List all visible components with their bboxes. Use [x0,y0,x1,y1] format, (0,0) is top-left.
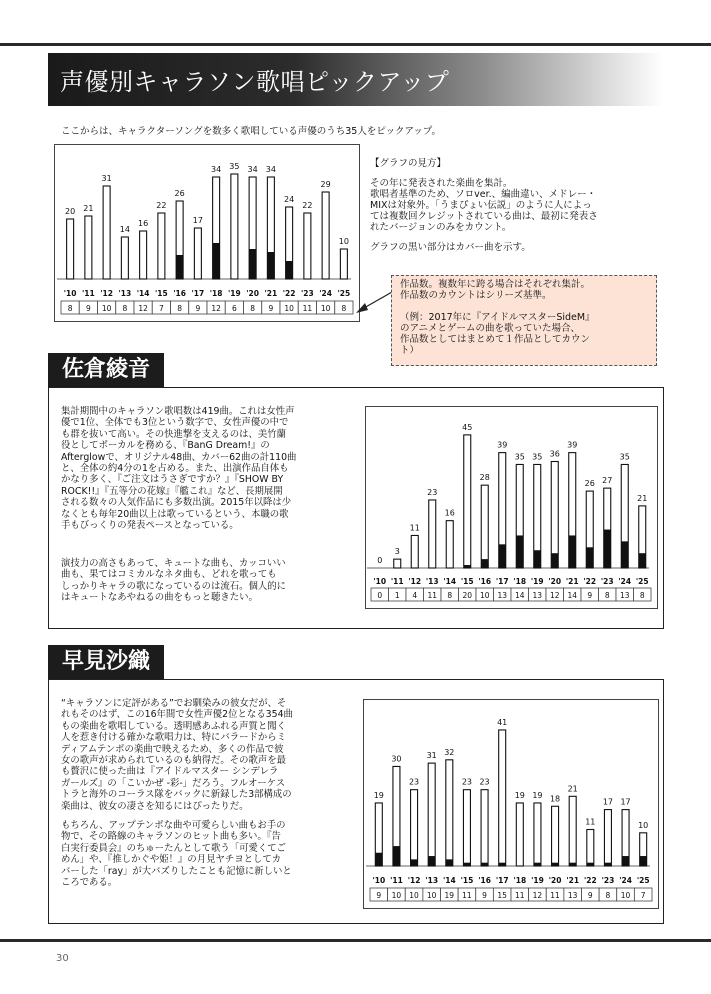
category-label: '15 [155,289,168,298]
page-title: 声優別キャラソン歌唱ピックアップ [60,68,450,96]
works-count-label: 11 [462,891,472,900]
bar-value-label: 34 [211,165,222,174]
works-count-label: 8 [122,304,128,313]
category-label: '14 [443,577,457,586]
category-label: '16 [173,289,186,298]
category-label: '10 [372,876,386,885]
works-count-label: 10 [620,891,631,900]
note-line: （例：2017年に『アイドルマスターSideM』 [400,312,595,323]
text-line: も贅沢に使った曲は『アイドルマスター シンデレラ [61,766,279,778]
bar-total-'13 [428,763,435,866]
category-label: '22 [282,289,296,298]
category-label: '17 [495,577,509,586]
bar-cover-'18 [516,535,523,568]
category-label: '16 [478,577,492,586]
works-count-label: 1 [394,591,400,600]
category-label: '17 [191,289,205,298]
hayami-chart-box [363,699,659,909]
section-name: 佐倉綾音 [62,357,151,382]
text-line: 物で、その路線のキャラソンのヒット曲も多い。『告 [61,831,281,843]
bar-value-label: 18 [549,794,561,804]
text-line: 演技力の高さもあって、キュートな曲も、カッコいい [61,558,286,569]
legend-heading: 【グラフの見方】 [370,158,447,169]
legend-line: その年に発表された楽曲を集計。 [370,178,513,189]
works-count-label: 20 [462,591,473,600]
text-line: 役としてボーカルを務める、『BanG Dream!』の [61,440,270,452]
category-label: '21 [565,577,579,586]
bar-value-label: 34 [247,165,258,174]
works-count-label: 8 [177,304,183,313]
bar-total-'11 [394,559,401,568]
sakura-paragraph-1 [61,406,361,531]
bar-value-label: 21 [83,204,94,213]
sakura-paragraph-2 [61,558,361,604]
hayami-paragraph-2 [61,820,361,888]
text-line: しっかりキャラの歌になっているのは流石。個人的に [61,580,287,592]
section-name: 早見沙織 [62,649,151,674]
works-count-label: 10 [426,891,437,900]
bar-value-label: 35 [514,452,525,462]
bar-value-label: 23 [408,777,420,787]
bar-total-'12 [103,186,110,279]
text-line: される数々の人気作品にも多数出演。2015年以降は少 [61,497,292,509]
bar-value-label: 17 [192,216,203,225]
bar-total-'15 [463,790,470,866]
text-line: 曲も、果てはコミカルなネタ曲も、どれを歌っても [61,569,277,581]
bar-value-label: 22 [302,201,313,210]
category-label: '18 [513,577,527,586]
works-count-label: 10 [391,891,402,900]
top-rule [0,43,711,46]
note-arrow [352,288,394,318]
works-count-label: 14 [514,591,525,600]
bar-cover-'23 [604,530,611,568]
bar-total-'13 [121,237,128,279]
note-line: のアニメとゲームの曲を歌っていた場合、 [400,323,581,334]
bar-cover-'23 [604,863,611,866]
bar-cover-'21 [569,535,576,568]
bar-cover-'21 [569,863,576,866]
note-line: ト） [400,345,420,356]
works-count-label: 9 [376,891,382,900]
text-line: 女の歌声が求められているのも納得だ。その歌声を最 [61,755,287,767]
category-label: '19 [228,289,241,298]
bar-value-label: 27 [602,476,613,486]
bar-cover-'13 [428,856,435,866]
page-title-banner [48,53,663,106]
bar-cover-'16 [176,255,183,279]
text-line: バーした「ray」が大バズりしたことも記憶に新しいと [61,865,292,877]
bar-total-'13 [429,500,436,568]
bar-value-label: 23 [427,487,438,497]
text-line: ROCK!!』『五等分の花嫁』『艦これ』など、長期展開 [61,485,283,497]
bar-value-label: 31 [426,751,437,761]
works-count-label: 8 [250,304,256,313]
works-count-label: 8 [605,891,611,900]
category-label: '25 [635,577,649,586]
text-line: かなり多く、『ご注文はうさぎですか？』『SHOW BY [61,474,284,486]
bar-value-label: 17 [602,797,614,807]
works-count-note [391,275,657,366]
category-label: '13 [425,577,439,586]
works-count-label: 9 [195,304,201,313]
works-count-label: 8 [604,591,610,600]
bar-total-'18 [516,803,523,866]
bar-total-'12 [411,535,418,568]
category-label: '24 [319,289,332,298]
category-label: '10 [63,289,77,298]
works-count-label: 14 [567,591,578,600]
note-line: 作品数のカウントはシリーズ基準。 [400,290,552,301]
category-label: '14 [442,876,456,885]
bar-value-label: 32 [444,747,455,757]
bar-total-'19 [534,803,541,866]
category-label: '12 [100,289,113,298]
bar-value-label: 26 [174,189,185,198]
bar-value-label: 19 [532,790,543,800]
category-label: '11 [390,577,404,586]
works-count-label: 9 [268,304,274,313]
bar-total-'11 [85,216,92,279]
bar-total-'19 [231,174,238,279]
works-count-label: 8 [639,591,645,600]
bar-cover-'22 [286,261,293,279]
bar-cover-'10 [375,853,382,866]
works-count-label: 10 [409,891,419,900]
bar-total-'22 [587,830,594,867]
works-count-label: 12 [532,891,543,900]
category-label: '22 [583,577,597,586]
works-count-label: 12 [211,304,221,313]
bar-total-'15 [158,213,165,279]
bar-total-'21 [569,796,576,866]
bar-cover-'19 [534,550,541,568]
bar-total-'17 [194,228,201,279]
works-count-label: 19 [444,891,455,900]
bar-value-label: 36 [549,449,560,459]
works-count-label: 0 [377,591,383,600]
category-label: '23 [600,577,614,586]
bar-value-label: 20 [65,207,76,216]
bar-cover-'22 [586,547,593,568]
bar-cover-'24 [621,541,628,568]
bar-total-'12 [411,790,418,866]
works-count-label: 11 [515,891,525,900]
bar-value-label: 21 [567,784,578,794]
text-line: Afterglowで、オリジナル48曲、カバー62曲の計110曲 [61,451,297,463]
bar-total-'17 [499,730,506,866]
bar-value-label: 19 [514,790,525,800]
legend-line: 歌唱者基準のため、ソロver.、編曲違い、メドレー・ [370,189,597,200]
legend-line: MIXは対象外。「うまぴょい伝説」のように人によっ [370,200,592,211]
bar-cover-'17 [499,863,506,866]
text-line: めん」や、『推しかぐや姫！』の月見ヤチヨとしてカ [61,854,282,866]
bottom-rule [0,939,711,942]
bar-value-label: 31 [101,174,112,183]
works-count-label: 8 [341,304,347,313]
bar-value-label: 23 [461,777,473,787]
category-label: '23 [301,289,314,298]
bar-cover-'25 [640,856,647,866]
text-line: ディアムテンポの楽曲で映えるため、多くの作品で彼 [61,743,284,755]
bar-cover-'16 [481,863,488,866]
category-label: '20 [548,876,562,885]
bar-value-label: 16 [444,508,455,518]
category-label: '19 [530,577,544,586]
intro-text: ここからは、キャラクターソングを数多く歌唱している声優のうち35人をピックアップ。 [61,126,442,137]
bar-value-label: 0 [377,556,383,565]
bar-value-label: 35 [619,452,630,462]
works-count-label: 9 [482,891,487,900]
category-label: '24 [618,577,632,586]
hayami-chart [364,700,658,908]
hayami-paragraph-1 [61,698,361,812]
text-line: 人を惹き付ける確かな歌唱力は、特にバラードからミ [61,732,287,744]
bar-value-label: 34 [265,165,276,174]
text-line: 手もびっくりの発表ペースとなっている。 [61,520,239,532]
bar-cover-'20 [551,553,558,568]
bar-total-'16 [481,790,488,866]
bar-total-'20 [552,806,559,866]
text-line: と、全体の約4分の1を占める。また、出演作品自体も [61,463,289,475]
bar-total-'14 [446,760,453,866]
category-label: '25 [337,289,351,298]
text-line: もの楽曲を歌唱している。透明感あふれる声質と聞く [61,720,287,732]
works-count-label: 6 [231,304,237,313]
category-label: '17 [495,876,509,885]
works-count-label: 9 [587,891,593,900]
bar-total-'14 [446,521,453,568]
works-count-label: 11 [302,304,313,313]
bar-cover-'15 [463,863,470,866]
bar-cover-'25 [639,553,646,568]
bar-value-label: 39 [567,440,578,450]
bar-value-label: 17 [620,797,631,807]
bar-cover-'18 [213,243,220,279]
works-count-label: 9 [85,304,91,313]
bar-value-label: 29 [320,180,331,189]
category-label: '25 [636,876,650,885]
bar-total-'23 [604,810,611,866]
category-label: '12 [408,577,422,586]
bar-cover-'15 [464,565,471,568]
note-line: 作品数としてはまとめて１作品としてカウン [400,334,591,345]
category-label: '18 [513,876,527,885]
bar-cover-'21 [267,252,274,279]
text-line: れもそのはず、この16年間で女性声優2位となる354曲 [61,709,293,721]
legend-cover-note: グラフの黒い部分はカバー曲を示す。 [370,242,531,253]
works-count-label: 8 [67,304,73,313]
category-label: '20 [246,289,259,298]
legend-line: ては複数回クレジットされている曲は、最初に発表さ [370,211,598,222]
works-count-label: 10 [284,304,294,313]
works-count-label: 15 [497,891,507,900]
works-count-label: 12 [549,591,560,600]
bar-value-label: 24 [284,195,295,204]
text-line: はキュートなあやねるの曲をもっと聴きたい。 [61,592,258,604]
category-label: '11 [390,876,403,885]
legend-line: れたバージョンのみをカウント。 [370,222,512,233]
text-line: も群を抜いて高い。その快進撃を支えるのは、美竹蘭 [61,428,287,440]
bar-value-label: 23 [479,777,490,787]
works-count-label: 8 [447,591,453,600]
category-label: '19 [531,876,544,885]
bar-cover-'16 [481,559,488,568]
bar-value-label: 14 [119,225,130,234]
bar-cover-'17 [499,544,506,568]
bar-value-label: 26 [584,479,595,489]
section-tab-hayami [48,645,164,679]
bar-value-label: 10 [638,820,649,830]
text-line: 白実行委員会』のちゅーたんとして歌う「可愛くてご [61,842,287,854]
page-number: 30 [56,953,69,964]
works-count-label: 13 [567,891,578,900]
text-line: 集計期間中のキャラソン歌唱数は419曲。これは女性声 [61,406,295,417]
bar-value-label: 21 [637,493,648,503]
category-label: '14 [136,289,150,298]
bar-total-'10 [67,219,74,279]
text-line: なくとも毎年20曲以上は歌っているという、本職の歌 [61,508,289,520]
category-label: '22 [583,876,597,885]
bar-value-label: 41 [497,717,508,727]
works-count-label: 4 [412,591,418,600]
works-count-label: 11 [427,591,438,600]
bar-total-'25 [340,249,347,279]
bar-cover-'14 [446,859,453,866]
text-line: “キャラソンに定評がある”でお馴染みの彼女だが、そ [61,698,287,709]
text-line: もちろん、アップテンポな曲や可愛らしい曲もお手の [61,820,286,831]
category-label: '10 [373,577,387,586]
works-count-label: 11 [550,891,560,900]
works-count-label: 7 [640,891,646,900]
bar-cover-'24 [622,856,629,866]
bar-value-label: 3 [394,547,400,557]
category-label: '12 [407,876,421,885]
bar-value-label: 45 [462,422,473,432]
category-label: '23 [601,876,615,885]
bar-total-'14 [140,231,147,279]
bar-total-'24 [322,192,329,279]
works-count-label: 13 [532,591,543,600]
text-line: ころである。 [61,877,118,889]
category-label: '21 [264,289,278,298]
category-label: '18 [209,289,223,298]
works-count-label: 10 [101,304,112,313]
works-count-label: 10 [320,304,331,313]
category-label: '15 [460,876,474,885]
bar-cover-'19 [534,863,541,866]
sakura-chart [366,407,657,608]
bar-value-label: 10 [338,237,349,246]
bar-value-label: 35 [532,452,543,462]
bar-cover-'12 [411,859,418,866]
overall-chart-box [54,144,360,322]
category-label: '21 [566,876,580,885]
bar-cover-'20 [552,863,559,866]
text-line: 楽曲は、彼女の凄さを知るにはぴったりだ。 [61,800,249,812]
text-line: 優で1位、全体でも3位という数字で、女性声優の中で [61,417,289,429]
bar-total-'15 [464,435,471,568]
works-count-label: 13 [619,591,630,600]
category-label: '24 [619,876,632,885]
bar-total-'20 [551,462,558,569]
category-label: '20 [548,577,562,586]
note-line: 作品数。複数年に跨る場合はそれぞれ集計。 [400,279,591,290]
bar-value-label: 35 [229,162,240,171]
works-count-label: 9 [587,591,593,600]
bar-value-label: 11 [585,817,596,827]
category-label: '11 [82,289,95,298]
text-line: ガールズ』の「こいかぜ -彩-」だろう。フルオーケス [61,777,286,789]
text-line: トラと海外のコーラス隊をバックに新録した3部構成の [61,789,292,801]
overall-chart [55,145,359,321]
bar-total-'23 [304,213,311,279]
bar-value-label: 39 [497,440,508,450]
category-label: '16 [478,876,491,885]
section-tab-sakura [48,353,164,387]
works-count-label: 10 [479,591,490,600]
bar-total-'16 [481,485,488,568]
bar-value-label: 11 [409,523,420,533]
bar-value-label: 19 [373,790,384,800]
bar-value-label: 28 [479,473,490,483]
bar-value-label: 16 [138,219,149,228]
works-count-label: 7 [158,304,164,313]
bar-cover-'22 [587,863,594,866]
category-label: '13 [118,289,132,298]
bar-value-label: 30 [391,754,402,764]
sakura-chart-box [365,406,658,609]
bar-value-label: 22 [156,201,167,210]
works-count-label: 12 [138,304,148,313]
works-count-label: 13 [497,591,508,600]
bar-cover-'11 [393,846,400,866]
legend [370,158,670,253]
category-label: '13 [425,876,439,885]
category-label: '15 [460,577,474,586]
bar-cover-'20 [249,249,256,279]
